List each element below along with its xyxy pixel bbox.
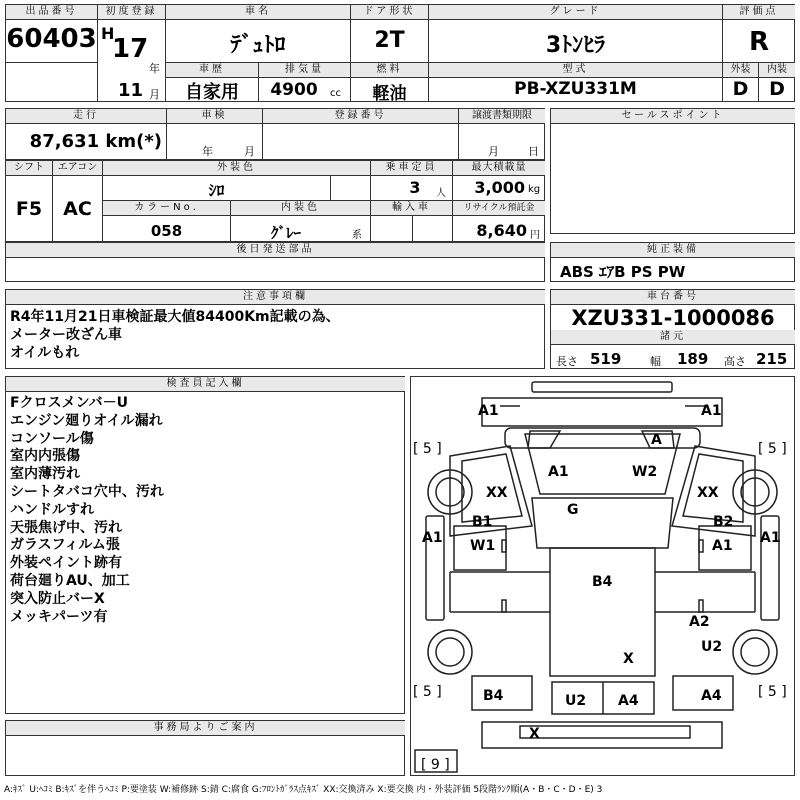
height: 215: [756, 350, 788, 368]
lot-number: 60403: [6, 24, 97, 54]
width-label: 幅: [650, 355, 661, 368]
model-label: 型式: [429, 63, 722, 78]
damage-mark: A1: [701, 403, 722, 419]
inspector-label: 検査員記入欄: [6, 377, 405, 392]
registration-year-unit: 年: [149, 62, 160, 75]
exterior-grade: D: [732, 78, 749, 100]
max-load-unit: kg: [528, 184, 541, 195]
capacity: 3: [409, 178, 421, 197]
equipment: ABS ｴｱB PS PW: [560, 263, 686, 281]
first-registration-label: 初度登録: [98, 5, 165, 20]
inspector-line: 外装ペイント跡有: [10, 555, 122, 572]
inspector-line: 室内内張傷: [10, 448, 80, 465]
interior-color-unit: 系: [352, 230, 362, 241]
damage-mark: W1: [470, 538, 496, 554]
length: 519: [590, 350, 622, 368]
interior-color: ｸﾞﾚｰ: [270, 224, 301, 242]
capacity-label: 乗車定員: [371, 161, 452, 176]
inspector-line: ガラスフィルム張: [10, 537, 120, 554]
damage-mark: B2: [713, 514, 734, 530]
length-label: 長さ: [556, 355, 578, 368]
aircon-label: エアコン: [53, 161, 102, 176]
inspector-line: メッキパーツ有: [10, 608, 108, 625]
sales-point-label: セールスポイント: [551, 109, 795, 124]
inspector-line: シートタバコ穴中、汚れ: [10, 484, 164, 500]
damage-mark: A1: [548, 464, 569, 480]
transfer-day-unit: 日: [528, 145, 539, 158]
inspector-line: コンソール傷: [10, 430, 94, 447]
max-load: 3,000: [474, 178, 525, 197]
spec-label: 諸元: [551, 330, 795, 345]
damage-mark: A2: [689, 614, 710, 630]
damage-mark: A4: [618, 693, 639, 709]
score: R: [748, 27, 770, 57]
grade-label: グレード: [429, 5, 722, 20]
door-type: 2T: [374, 28, 405, 53]
lot-number-label: 出品番号: [6, 5, 97, 20]
notes-line: オイルもれ: [10, 345, 80, 361]
fuel: 軽油: [372, 84, 407, 104]
interior-color-label: 内装色: [231, 201, 370, 216]
color-number-label: カラーNo.: [103, 201, 230, 216]
exterior-label: 外装: [723, 63, 758, 78]
damage-mark: A: [651, 432, 662, 448]
legend: A:ｷｽﾞ U:ﾍｺﾐ B:ｷｽﾞを伴うﾍｺﾐ P:要塗装 W:補修跡 S:錆 C:腐食 G:ﾌﾛﾝﾄｶﾞﾗｽ点ｷｽﾞ XX:交換済み X:要交換 内・外装評価 5段階ﾗﾝｸ順(A・B・C・D・E) 3: [4, 785, 603, 795]
car-name-label: 車名: [166, 5, 350, 20]
displacement-label: 排気量: [259, 63, 350, 78]
model-code: PB-XZU331M: [514, 79, 637, 99]
sales-point-block: [550, 108, 795, 234]
damage-mark: W2: [632, 464, 658, 480]
damage-mark: A1: [712, 538, 733, 554]
damage-mark: A1: [478, 403, 499, 419]
damage-mark: A4: [701, 688, 722, 704]
displacement-unit: cc: [330, 88, 341, 99]
shift: F5: [15, 198, 43, 220]
capacity-unit: 人: [436, 188, 446, 199]
damage-mark: A1: [422, 530, 443, 546]
inspector-line: 荷台廻りAU、加工: [10, 573, 130, 589]
damage-mark: A1: [760, 530, 781, 546]
interior-grade: D: [769, 78, 785, 100]
interior-label: 内装: [759, 63, 795, 78]
registration-era: H: [101, 24, 115, 43]
bracket-count: [ 9 ]: [421, 757, 450, 773]
score-label: 評価点: [723, 5, 795, 20]
aircon: AC: [63, 198, 92, 220]
shift-label: シフト: [6, 161, 52, 176]
exterior-color-label: 外装色: [103, 161, 370, 176]
inspection-month-unit: 月: [244, 145, 255, 158]
exterior-color: ｼﾛ: [208, 181, 225, 200]
bracket-count: [ 5 ]: [758, 441, 787, 457]
damage-mark: B1: [472, 514, 493, 530]
office-label: 事務局よりご案内: [6, 721, 405, 736]
recycle-unit: 円: [530, 230, 540, 241]
history-label: 車歴: [166, 63, 258, 78]
car-name: ﾃﾞｭﾄﾛ: [230, 33, 286, 58]
inspection-label: 車検: [167, 109, 262, 124]
bracket-count: [ 5 ]: [758, 684, 787, 700]
chassis-number: XZU331-1000086: [571, 306, 775, 330]
bracket-count: [ 5 ]: [413, 684, 442, 700]
registration-year: 17: [112, 34, 149, 64]
notes-line: R4年11月21日車検証最大値84400Km記載の為、: [10, 309, 340, 325]
transfer-month-unit: 月: [488, 145, 499, 158]
registration-month: 11: [118, 80, 144, 101]
inspector-line: Fクロスメンバ－U: [10, 395, 128, 411]
registration-month-unit: 月: [149, 88, 160, 101]
later-parts-label: 後日発送部品: [6, 243, 545, 258]
grade: 3ﾄﾝﾋﾗ: [545, 33, 606, 58]
damage-mark: B4: [483, 688, 504, 704]
inspector-line: 室内薄汚れ: [10, 466, 80, 483]
import-label: 輸入車: [371, 201, 452, 216]
damage-mark: G: [567, 502, 579, 518]
chassis-label: 車台番号: [551, 290, 795, 305]
height-label: 高さ: [724, 355, 746, 368]
door-label: ドア形状: [351, 5, 428, 20]
plate-label: 登録番号: [263, 109, 458, 124]
equipment-label: 純正装備: [551, 243, 795, 258]
damage-mark: U2: [565, 693, 587, 709]
fuel-label: 燃料: [351, 63, 428, 78]
inspector-line: 突入防止バーX: [10, 590, 105, 607]
inspector-line: エンジン廻りオイル漏れ: [10, 412, 163, 429]
max-load-label: 最大積載量: [453, 161, 545, 176]
inspector-line: 天張焦げ中、汚れ: [10, 519, 122, 536]
mileage-label: 走行: [6, 109, 166, 124]
damage-mark: X: [529, 726, 540, 742]
damage-mark: B4: [592, 574, 613, 590]
color-number: 058: [150, 222, 183, 240]
bracket-count: [ 5 ]: [413, 441, 442, 457]
damage-mark: XX: [697, 485, 719, 501]
notes-label: 注意事項欄: [6, 290, 545, 305]
transfer-label: 譲渡書類期限: [459, 109, 545, 124]
damage-mark: X: [623, 651, 634, 667]
damage-mark: U2: [701, 639, 723, 655]
inspector-line: ハンドルすれ: [10, 501, 94, 518]
damage-mark: XX: [486, 485, 508, 501]
displacement: 4900: [270, 80, 318, 100]
inspection-year-unit: 年: [202, 145, 213, 158]
recycle-deposit: 8,640: [476, 221, 527, 240]
notes-line: メーター改ざん車: [10, 327, 122, 343]
mileage: 87,631 km(*): [29, 131, 162, 152]
history: 自家用: [185, 82, 239, 103]
recycle-label: リサイクル預託金: [453, 201, 545, 216]
width: 189: [677, 350, 709, 368]
